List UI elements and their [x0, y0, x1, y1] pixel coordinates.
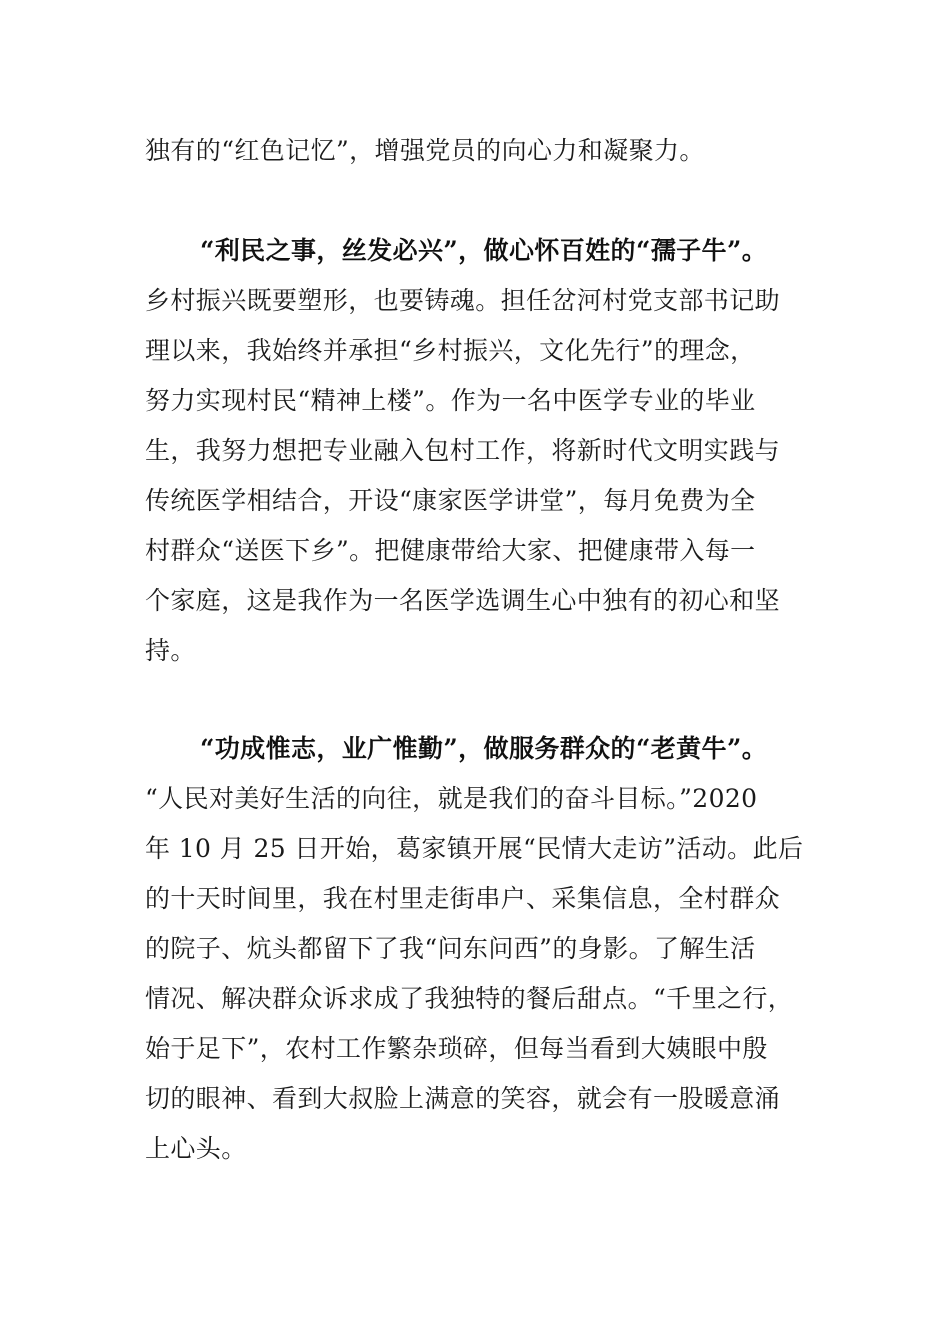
- section1-line: 持。: [145, 636, 196, 665]
- section2-line: 上心头。: [145, 1134, 247, 1163]
- section2-line: 的院子、炕头都留下了我“问东问西”的身影。了解生活: [145, 934, 756, 963]
- intro-line: 独有的“红色记忆”，增强党员的向心力和凝聚力。: [145, 136, 705, 165]
- section1-line: 个家庭，这是我作为一名医学选调生心中独有的初心和坚: [145, 586, 781, 615]
- section2-heading: “功成惟志，业广惟勤”，做服务群众的“老黄牛”。: [200, 734, 768, 763]
- section1-line: 生，我努力想把专业融入包村工作，将新时代文明实践与: [145, 436, 781, 465]
- section1-line: 理以来，我始终并承担“乡村振兴，文化先行”的理念，: [145, 336, 756, 365]
- section1-heading: “利民之事，丝发必兴”，做心怀百姓的“孺子牛”。: [200, 236, 768, 265]
- section1-line: 乡村振兴既要塑形，也要铸魂。担任岔河村党支部书记助: [145, 286, 781, 315]
- section1-line: 传统医学相结合，开设“康家医学讲堂”，每月免费为全: [145, 486, 756, 515]
- section2-line: 切的眼神、看到大叔脸上满意的笑容，就会有一股暖意涌: [145, 1084, 781, 1113]
- section1-line: 村群众“送医下乡”。把健康带给大家、把健康带入每一: [145, 536, 756, 565]
- section2-line: 年 10 月 25 日开始，葛家镇开展“民情大走访”活动。此后: [145, 834, 804, 863]
- section2-line: 情况、解决群众诉求成了我独特的餐后甜点。“千里之行，: [145, 984, 794, 1013]
- section2-line: 的十天时间里，我在村里走街串户、采集信息，全村群众: [145, 884, 781, 913]
- section2-line: “人民对美好生活的向往，就是我们的奋斗目标。”2020: [145, 784, 758, 813]
- section1-line: 努力实现村民“精神上楼”。作为一名中医学专业的毕业: [145, 386, 756, 415]
- section2-line: 始于足下”，农村工作繁杂琐碎，但每当看到大姨眼中殷: [145, 1034, 768, 1063]
